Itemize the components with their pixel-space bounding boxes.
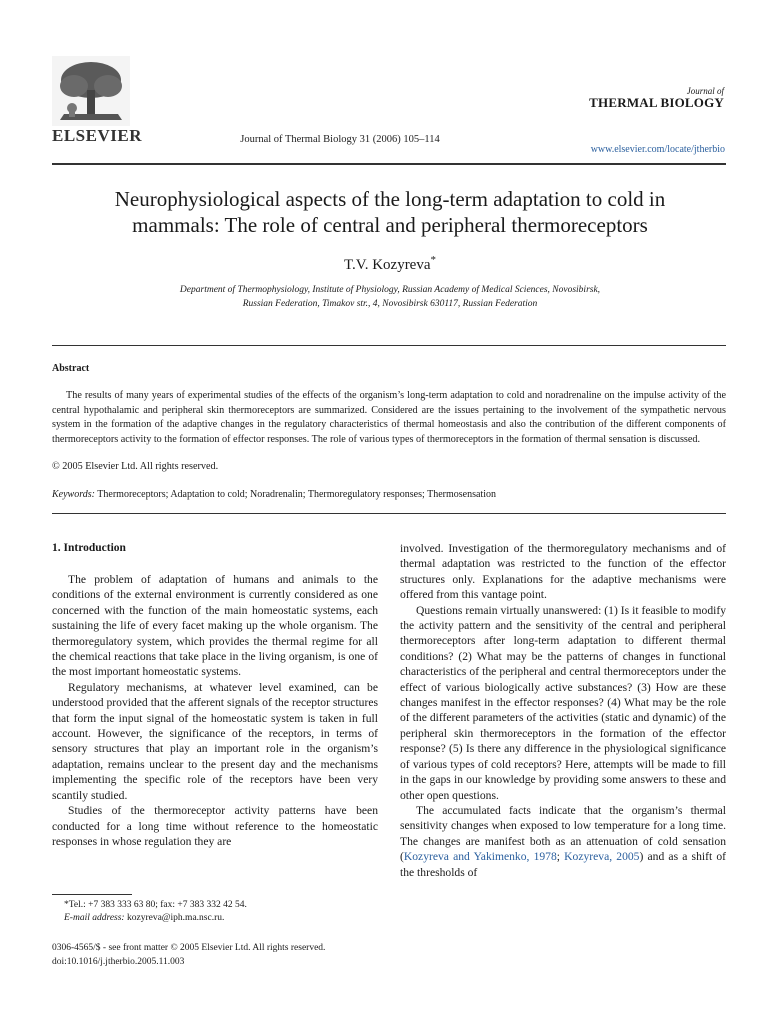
right-column (400, 541, 726, 880)
abstract-heading: Abstract (52, 363, 90, 374)
footnote (52, 899, 378, 925)
reference-link-kozyreva-2005[interactable]: Kozyreva, 2005 (564, 850, 640, 864)
affiliation (100, 283, 680, 311)
abstract-text: The results of many years of experimental studies of the effects of the organism’s long-term adaptation to cold and noradrenaline on the impulse activity of the central hypothalamic and peripheral skin thermoreceptors are summarized. Considered are the issues pertaining to the involvement of the sympathetic nervous system in the formation of the adaptive changes in the regulatory characteristics of thermal homeostasis and also the contribution of the different components of thermoreceptors activity to the formation of effector responses. The role of various types of thermoreceptors in the formation of thermal sensation is discussed. (52, 390, 726, 445)
elsevier-tree-logo (52, 56, 130, 126)
paragraph: The problem of adaptation of humans and animals to the conditions of the external environment is currently considered as one concerned with the function of the main homeostatic systems, each sustaining the life of every facet making up the whole organism. The thermoregulatory system, which provides the thermal regime for all the chemical reactions that take place in the living organism, is one of the most important homeostatic systems. (52, 573, 378, 679)
author-name: T.V. Kozyreva (344, 257, 431, 273)
keywords-text: Thermoreceptors; Adaptation to cold; Noradrenalin; Thermoregulatory responses; Thermosensation (94, 489, 496, 500)
journal-name: THERMAL BIOLOGY (589, 95, 724, 110)
journal-brand (560, 86, 724, 110)
footnote-contact-phone: *Tel.: +7 383 333 63 80; fax: +7 383 332 42 54. (64, 900, 247, 910)
abstract-copyright: © 2005 Elsevier Ltd. All rights reserved. (52, 461, 219, 472)
paragraph: Questions remain virtually unanswered: (1) Is it feasible to modify the activity pattern and the sensitivity of the central and peripheral thermoreceptors after long-term adaptation to different thermal conditions? (2) What may be the patterns of changes in functional characteristics of the peripheral and central thermoreceptors under the effect of various biologically active substances? (3) How are these changes manifest in the effector responses? (4) What may be the role of the different parameters of the activities (static and dynamic) of the peripheral skin thermoreceptors in the formation of the effector response? (5) Is there any difference in the physiological significance of various types of cold receptors? Here, attempts will be made to fill in the gaps in our knowledge by providing some answers to these and other open questions. (400, 603, 726, 802)
title-line-2: mammals: The role of central and peripheral thermoreceptors (132, 213, 648, 237)
publisher-name: ELSEVIER (52, 126, 142, 145)
paragraph: Regulatory mechanisms, at whatever level examined, can be understood provided that the afferent signals of the receptor structures that form the input signal of the homeostatic system is taken in full account. However, the significance of the receptors, in terms of sensory structures that play an important role in the organism’s adaptation, remains unclear to the present day and the mechanisms implementing the specific role of the receptors have been very scantily studied. (52, 680, 378, 802)
keywords-bottom-rule (52, 513, 726, 514)
article-title (60, 186, 720, 238)
reference-link-kozyreva-yakimenko-1978[interactable]: Kozyreva and Yakimenko, 1978 (403, 850, 557, 864)
footer (52, 941, 325, 969)
paragraph-text: The accumulated facts indicate that the organism’s thermal sensitivity changes when exposed to low temperature for a long time. The changes are manifest both as an attenuation of cold sensation ( (400, 803, 726, 864)
journal-citation: Journal of Thermal Biology 31 (2006) 105–114 (240, 134, 440, 145)
email-address[interactable]: kozyreva@iph.ma.nsc.ru. (124, 913, 225, 923)
keywords (52, 489, 726, 500)
journal-of-label: Journal of (686, 86, 724, 96)
abstract-top-rule (52, 345, 726, 346)
paragraph: Studies of the thermoreceptor activity patterns have been conducted for a long time without reference to the homeostatic responses in whose regulation they are (52, 804, 378, 848)
abstract-body (52, 389, 726, 447)
footnote-rule (52, 894, 132, 895)
email-label: E-mail address: (64, 913, 125, 923)
paragraph (400, 803, 726, 880)
issn-line: 0306-4565/$ - see front matter © 2005 Elsevier Ltd. All rights reserved. (52, 943, 326, 953)
journal-url-link[interactable]: www.elsevier.com/locate/jtherbio (590, 144, 725, 155)
section-heading-introduction: 1. Introduction (52, 542, 126, 554)
title-line-1: Neurophysiological aspects of the long-term adaptation to cold in (114, 187, 666, 211)
affiliation-line-1: Department of Thermophysiology, Institute of Physiology, Russian Academy of Medical Sciences, Novosibirsk, (179, 285, 601, 295)
keywords-label: Keywords: (52, 489, 95, 500)
paragraph-text: ) and as a shift of the thresholds of (400, 850, 726, 879)
author (60, 254, 720, 274)
header-rule (52, 163, 726, 165)
paragraph: involved. Investigation of the thermoregulatory mechanisms and of thermal adaptation was restricted to the function of the effector structures only. Explanations for the adaptive mechanisms were offered from this vantage point. (400, 542, 726, 602)
author-footnote-mark[interactable]: * (430, 254, 436, 266)
footnote-email (52, 912, 378, 925)
reference-separator: ; (556, 850, 565, 864)
doi-line[interactable]: doi:10.1016/j.jtherbio.2005.11.003 (52, 957, 185, 967)
left-column (52, 572, 378, 849)
affiliation-line-2: Russian Federation, Timakov str., 4, Novosibirsk 630117, Russian Federation (242, 299, 538, 309)
